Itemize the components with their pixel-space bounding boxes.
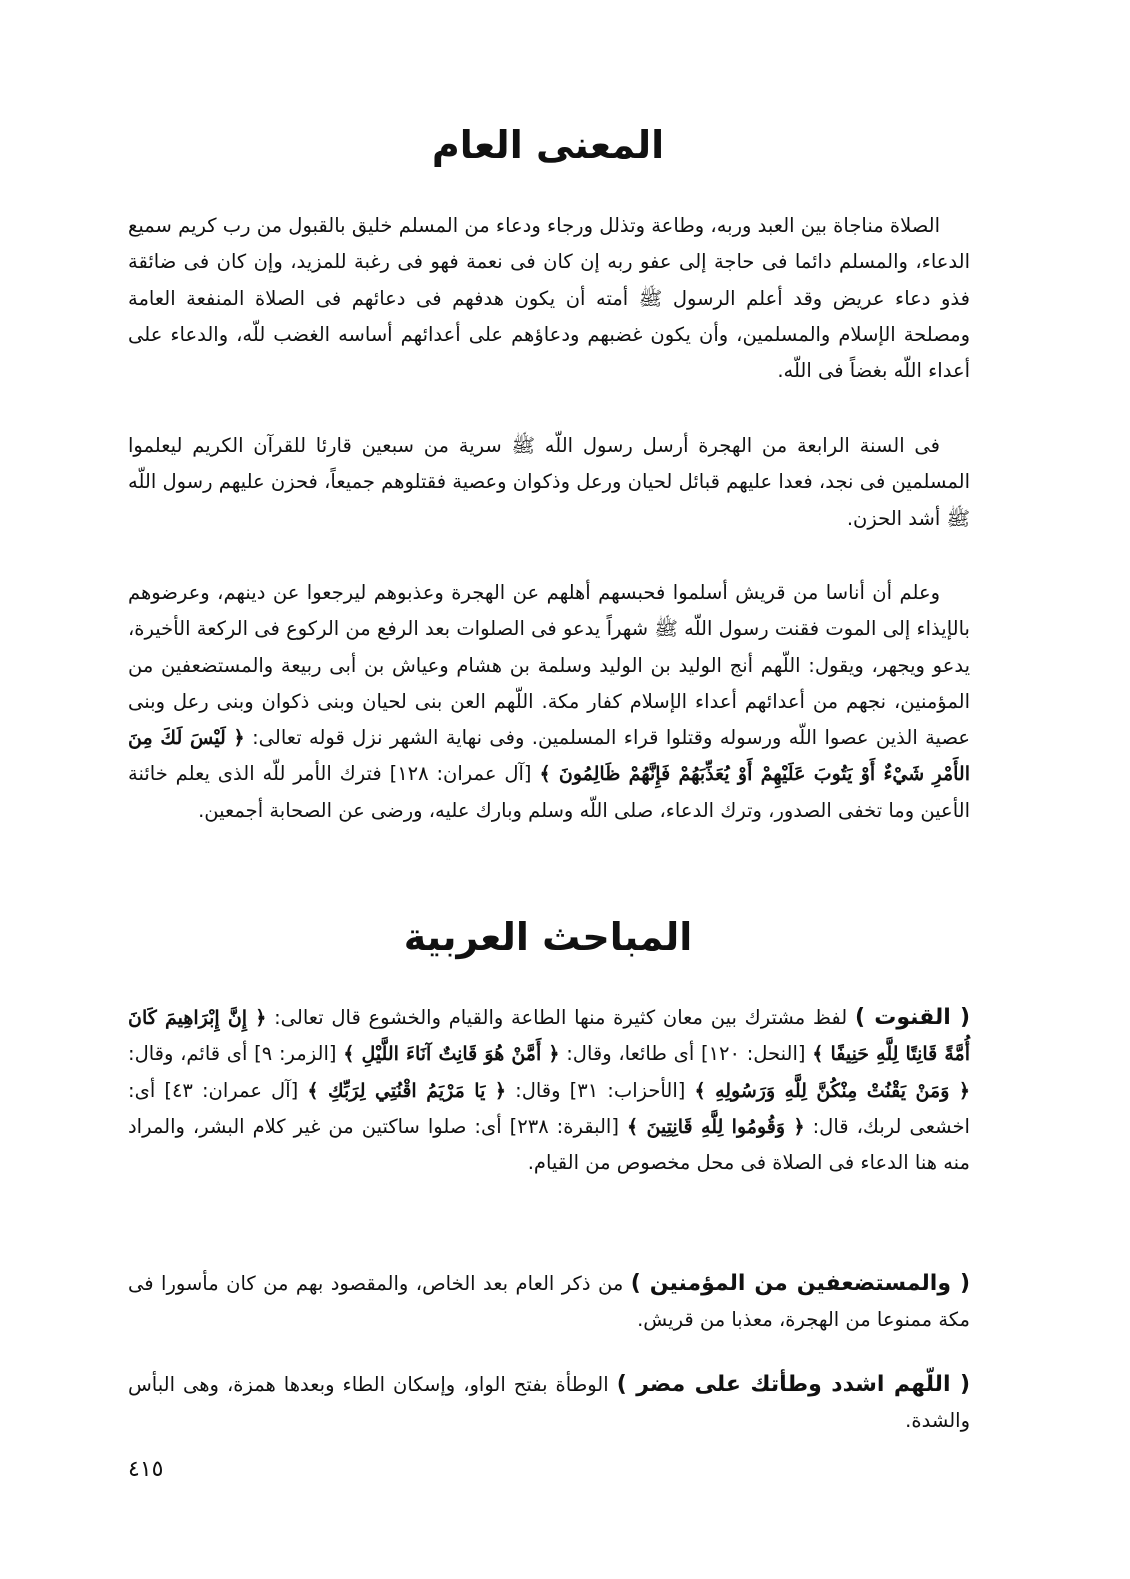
- quran-verse-maryam: ﴿ يَا مَرْيَمُ اقْنُتِي لِرَبِّكِ ﴾: [307, 1079, 507, 1102]
- watatak-text: الوطأة بفتح الواو، وإسكان الطاء وبعدها همزة، وهى البأس والشدة.: [128, 1373, 970, 1433]
- mustadafin-text: من ذكر العام بعد الخاص، والمقصود بهم من كان مأسورا فى مكة ممنوعا من الهجرة، معذبا من قريش.: [128, 1272, 970, 1332]
- section-heading-arabic-topics: المباحث العربية: [403, 915, 693, 959]
- term-watatak: ( اللّهم اشدد وطأتك على مضر ): [616, 1372, 971, 1397]
- paragraph-watatak: [128, 1367, 970, 1440]
- paragraph-prayer-intro: الصلاة مناجاة بين العبد وربه، وطاعة وتذلل ورجاء ودعاء من المسلم خليق بالقبول من رب كريم سميع الدعاء، والمسلم دائما فى حاجة إلى عفو ربه إن كان فى نعمة فهو فى رغبة للمزيد، وإن كان فى ضائقة فذو دعاء عريض وقد أعلم الرسول ﷺ أمته أن يكون هدفهم فى دعائهم فى الصلاة المنفعة العامة ومصلحة الإسلام والمسلمين، وأن يكون غضبهم ودعاؤهم على أعدائهم أساسه الغضب للّه، والدعاء على أعداء اللّه بغضاً فى اللّه.: [128, 214, 970, 383]
- quran-verse-ibrahim: ﴿ إِنَّ إِبْرَاهِيمَ كَانَ أُمَّةً قَانِتًا لِلَّهِ حَنِيفًا ﴾: [128, 1007, 970, 1066]
- term-qunut: ( القنوت ): [855, 1005, 971, 1030]
- citation-ahzab: [الأحزاب: ٣١] وقال:: [515, 1078, 686, 1102]
- quran-verse-laysa-laka: ﴿ لَيْسَ لَكَ مِنَ الأَمْرِ شَيْءٌ أَوْ يَتُوبَ عَلَيْهِمْ أَوْ يُعَذِّبَهُمْ فَإِنَّهُمْ ظَالِمُونَ ﴾: [128, 727, 970, 786]
- qunut-definition-text: لفظ مشترك بين معان كثيرة منها الطاعة والقيام والخشوع قال تعالى:: [274, 1006, 848, 1029]
- citation-zumar: [الزمر: ٩] أى قائم، وقال:: [128, 1042, 337, 1066]
- paragraph-qunut-story: [128, 575, 970, 829]
- citation-al-imran: [آل عمران: ٤٣] أى: اخشعى لربك، قال:: [128, 1078, 970, 1138]
- qunut-story-text: وعلم أن أناسا من قريش أسلموا فحبسهم أهلهم عن الهجرة وعذبوهم ليرجعوا عن دينهم، وعرضوهم بالإيذاء إلى الموت فقنت رسول اللّه ﷺ شهراً يدعو فى الصلوات بعد الرفع من الركوع فى الركعة الأخيرة، يدعو ويجهر، ويقول: اللّهم أنج الوليد بن الوليد وسلمة بن هشام وعياش بن أبى ربيعة والمستضعفين من المؤمنين، نجهم من أعدائهم أعداء الإسلام كفار مكة. اللّهم العن بنى لحيان وبنى ذكوان وبنى رعل وبنى عصية الذين عصوا اللّه ورسوله وقتلوا قراء المسلمين. وفى نهاية الشهر نزل قوله تعالى:: [128, 581, 970, 750]
- page-number: ٤١٥: [128, 1457, 164, 1482]
- citation-nahl: [النحل: ١٢٠] أى طائعا، وقال:: [566, 1042, 806, 1066]
- paragraph-mustadafin: [128, 1266, 970, 1339]
- quran-verse-qumu: ﴿ وَقُومُوا لِلَّهِ قَانِتِينَ ﴾: [626, 1115, 805, 1138]
- qunut-story-conclusion: [آل عمران: ١٢٨] فترك الأمر للّه الذى يعلم خائنة الأعين وما تخفى الصدور، وترك الدعاء، صلى اللّه وسلم وبارك عليه، ورضى عن الصحابة أجمعين.: [128, 762, 970, 822]
- term-mustadafin: ( والمستضعفين من المؤمنين ): [630, 1271, 970, 1296]
- section-heading-general-meaning: المعنى العام: [431, 123, 665, 167]
- paragraph-qunut-definition: [128, 1000, 970, 1181]
- citation-baqara: [البقرة: ٢٣٨] أى: صلوا ساكتين من غير كلام البشر، والمراد منه هنا الدعاء فى الصلاة فى محل مخصوص من القيام.: [128, 1114, 970, 1175]
- paragraph-fourth-year-expedition: فى السنة الرابعة من الهجرة أرسل رسول اللّه ﷺ سرية من سبعين قارئا للقرآن الكريم ليعلموا المسلمين فى نجد، فعدا عليهم قبائل لحيان ورعل وذكوان وعصية فقتلوهم جميعاً، فحزن عليهم رسول اللّه ﷺ أشد الحزن.: [128, 434, 970, 530]
- quran-verse-waman: ﴿ وَمَنْ يَقْنُتْ مِنْكُنَّ لِلَّهِ وَرَسُولِهِ ﴾: [694, 1079, 971, 1102]
- quran-verse-amman: ﴿ أَمَّنْ هُوَ قَانِتٌ آنَاءَ اللَّيْلِ ﴾: [343, 1043, 560, 1066]
